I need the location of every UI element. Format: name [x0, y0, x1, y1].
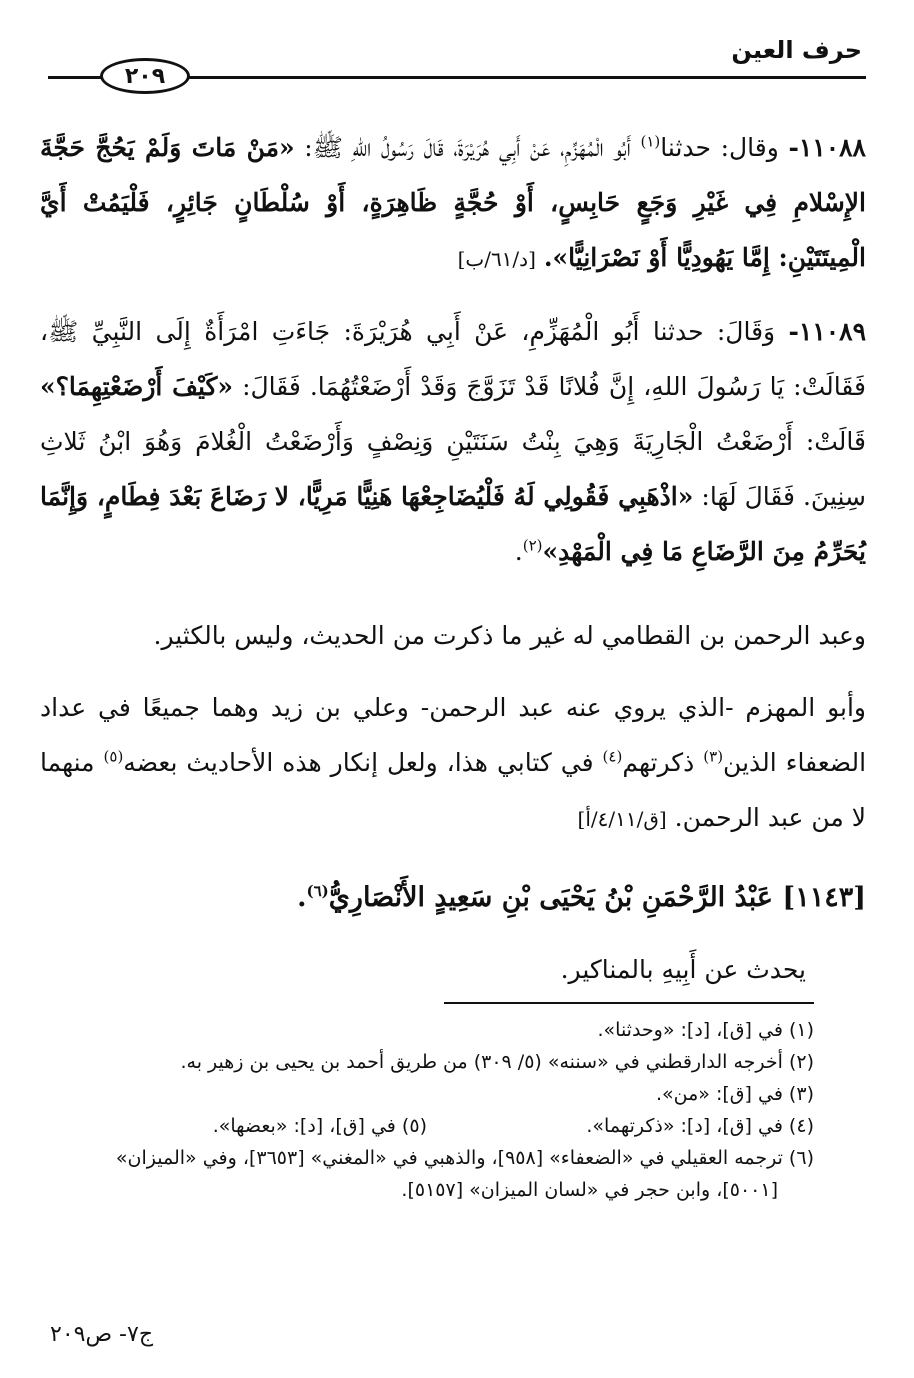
- footnote-marker-1[interactable]: (١): [640, 132, 661, 151]
- author-comment-1: [40, 608, 866, 663]
- hadith-text-1: وَقَالَ: حدثنا أَبُو الْمُهَزِّمِ، عَنْ أَبِي هُرَيْرَةَ: جَاءَتِ امْرَأَةٌ إِلَى النَّبِيِّ ﷺ، فَقَالَتْ: يَا رَسُولَ اللهِ، إِنَّ فُلانًا قَدْ تَزَوَّجَ وَقَدْ أَرْضَعْتُهُمَا. فَقَالَ:: [40, 317, 866, 401]
- hadith-quote-1: «كَيْفَ أَرْضَعْتِهِمَا؟»: [40, 372, 234, 401]
- entry-desc-text: يحدث عن أَبِيهِ بالمناكير.: [560, 955, 806, 984]
- entry-description: [40, 942, 866, 997]
- footnotes: [40, 1014, 814, 1206]
- comment-part-a: وأبو المهزم -الذي يروي عنه عبد الرحمن- وعلي بن زيد وهما جميعًا في عداد الضعفاء الذين: [40, 693, 867, 777]
- hadith-11089: ١١٠٨٩- وَقَالَ: حدثنا أَبُو الْمُهَزِّمِ، عَنْ أَبِي هُرَيْرَةَ: جَاءَتِ امْرَأَةٌ إِلَى النَّبِيِّ ﷺ، فَقَالَتْ: يَا رَسُولَ اللهِ، إِنَّ فُلانًا قَدْ تَزَوَّجَ وَقَدْ أَرْضَعْتُهُمَا. فَقَالَ: «كَيْفَ أَرْضَعْتِهِمَا؟» قَالَتْ: أَرْضَعْتُ الْجَارِيَةَ وَهِيَ بِنْتُ سَنَتَيْنِ وَنِصْفٍ وَأَرْضَعْتُ الْغُلامَ وَهُوَ ابْنُ ثَلاثِ سِنِينَ. فَقَالَ لَهَا: «اذْهَبِي فَقُولِي لَهُ فَلْيُضَاجِعْهَا هَنِيًّا مَرِيًّا، لا رَضَاعَ بَعْدَ فِطَامٍ، وَإِنَّمَا يُحَرِّمُ مِنَ الرَّضَاعِ مَا فِي الْمَهْدِ»$^{(٢)}$.: [40, 317, 867, 566]
- footnote-separator: [444, 1002, 814, 1004]
- entry-heading: [١١٤٣] عَبْدُ الرَّحْمَنِ بْنُ يَحْيَى بْنِ سَعِيدٍ الأَنْصَارِيُّ$^{(٦)}$.: [297, 882, 866, 913]
- comment-part-b: ذكرتهم: [622, 748, 695, 777]
- footnote-1: (١) في [ق]، [د]: «وحدثنا».: [597, 1019, 814, 1041]
- hadith-chain: أَبُو الْمُهَزِّمِ، عَنْ أَبِي هُرَيْرَةَ، قَالَ رَسُولُ اللهِ ﷺ:: [304, 133, 631, 162]
- footnote-marker-4[interactable]: (٤): [602, 747, 623, 766]
- manuscript-ref: [ق/٤/١١/أ]: [577, 807, 667, 831]
- volume-page-footer: ج٧- ص٢٠٩: [50, 1322, 154, 1347]
- footnote-5: (٥) في [ق]، [د]: «بعضها».: [212, 1115, 427, 1137]
- hadith-number: ١١٠٨٩-: [788, 317, 867, 346]
- hadith-11088: [40, 120, 866, 287]
- hadith-intro: وقال: حدثنا: [660, 133, 779, 162]
- hadith-text-2: قَالَتْ: أَرْضَعْتُ الْجَارِيَةَ وَهِيَ بِنْتُ سَنَتَيْنِ وَنِصْفٍ وَأَرْضَعْتُ الْغُلامَ وَهُوَ ابْنُ ثَلاثِ سِنِينَ. فَقَالَ لَهَا:: [40, 427, 867, 511]
- footnote-3: (٣) في [ق]: «من».: [656, 1083, 814, 1105]
- entry-title: [١١٤٣] عَبْدُ الرَّحْمَنِ بْنُ يَحْيَى بْنِ سَعِيدٍ الأَنْصَارِيُّ: [328, 882, 866, 913]
- footnote-marker-2[interactable]: (٢): [522, 536, 543, 555]
- footnote-marker-3[interactable]: (٣): [703, 747, 724, 766]
- footnote-6-cont: [٥٠٠١]، وابن حجر في «لسان الميزان» [٥١٥٧].: [401, 1179, 778, 1201]
- page-number-badge: ٢٠٩: [100, 58, 190, 94]
- manuscript-ref: [د/٦١/ب]: [457, 247, 536, 271]
- footnote-6: (٦) ترجمه العقيلي في «الضعفاء» [٩٥٨]، والذهبي في «المغني» [٣٦٥٣]، وفي «الميزان»: [115, 1147, 814, 1169]
- footnote-marker-6[interactable]: (٦): [306, 882, 329, 900]
- footnote-4: (٤) في [ق]، [د]: «ذكرتهما».: [586, 1115, 814, 1137]
- comment-part-d: منهما لا من عبد الرحمن.: [40, 748, 866, 832]
- hadith-quote-2: «اذْهَبِي فَقُولِي لَهُ فَلْيُضَاجِعْهَا هَنِيًّا مَرِيًّا، لا رَضَاعَ بَعْدَ فِطَامٍ، وَإِنَّمَا يُحَرِّمُ مِنَ الرَّضَاعِ مَا فِي الْمَهْدِ»: [40, 482, 866, 566]
- running-header: حرف العين: [731, 36, 862, 64]
- footnote-row-4-5: [40, 1110, 814, 1142]
- comment-text: وعبد الرحمن بن القطامي له غير ما ذكرت من الحديث، وليس بالكثير.: [153, 621, 866, 650]
- footnote-2: (٢) أخرجه الدارقطني في «سننه» (٥/ ٣٠٩) من طريق أحمد بن يحيى بن زهير به.: [180, 1051, 814, 1073]
- comment-part-c: في كتابي هذا، ولعل إنكار هذه الأحاديث بعضه: [123, 748, 594, 777]
- footnote-marker-5[interactable]: (٥): [103, 747, 124, 766]
- hadith-number: ١١٠٨٨-: [788, 133, 866, 162]
- hadith-matn: «مَنْ مَاتَ وَلَمْ يَحُجَّ حَجَّةَ الإِسْلامِ فِي غَيْرِ وَجَعٍ حَابِسٍ، أَوْ حُجَّةٍ ظَاهِرَةٍ، أَوْ سُلْطَانٍ جَائِرٍ، فَلْيَمُتْ أَيَّ الْمِيتَتَيْنِ: إِمَّا يَهُودِيًّا أَوْ نَصْرَانِيًّا».: [40, 133, 866, 272]
- author-comment-2: [40, 680, 866, 847]
